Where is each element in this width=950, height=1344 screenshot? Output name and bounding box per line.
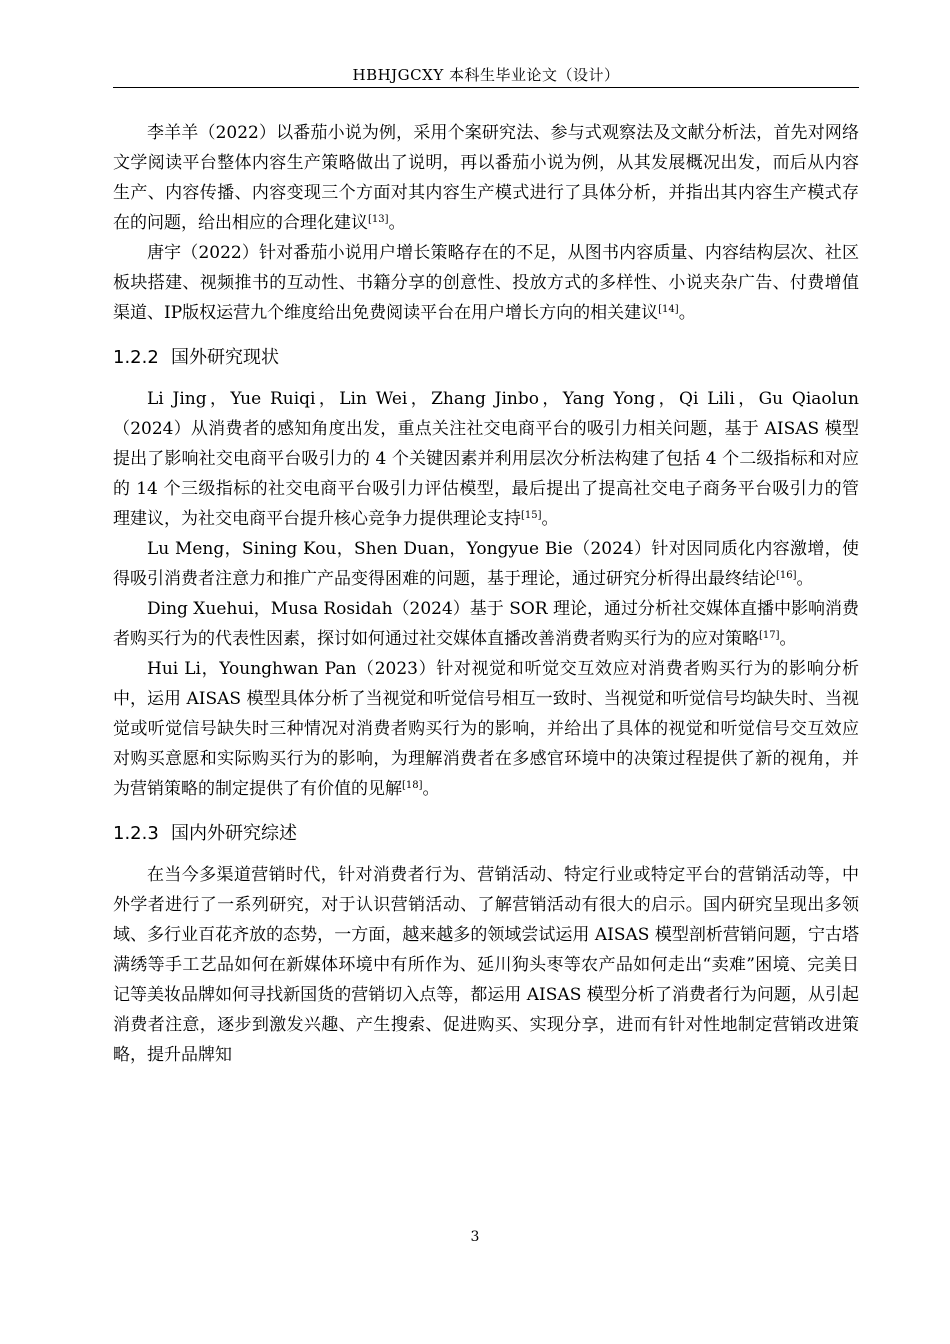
citation: [16]	[776, 570, 797, 581]
section-number: 1.2.2	[113, 347, 159, 368]
section-title: 国内外研究综述	[171, 823, 297, 844]
section-title: 国外研究现状	[171, 347, 279, 368]
paragraph: Li Jing，Yue Ruiqi，Lin Wei，Zhang Jinbo，Yang Yong，Qi Lili，Gu Qiaolun（2024）从消费者的感知角度出发，重点关注社交电商平台的吸引力相关问题，基于 AISAS 模型提出了影响社交电商平台吸引力的 4 个关键因素并利用层次分析法构建了包括 4 个二级指标和对应的 14 个三级指标的社交电商平台吸引力评估模型，最后提出了提高社交电子商务平台吸引力的管理建议，为社交电商平台提升核心竞争力提供理论支持[15]。	[113, 389, 859, 529]
paragraph: Ding Xuehui，Musa Rosidah（2024）基于 SOR 理论，通过分析社交媒体直播中影响消费者购买行为的代表性因素，探讨如何通过社交媒体直播改善消费者购买行为的应对策略[17]。	[113, 599, 859, 649]
citation: [14]	[658, 304, 679, 315]
paragraph: 李羊羊（2022）以番茄小说为例，采用个案研究法、参与式观察法及文献分析法，首先对网络文学阅读平台整体内容生产策略做出了说明，再以番茄小说为例，从其发展概况出发，而后从内容生产、内容传播、内容变现三个方面对其内容生产模式进行了具体分析，并指出其内容生产模式存在的问题，给出相应的合理化建议[13]。	[113, 123, 859, 233]
citation: [18]	[402, 780, 423, 791]
citation: [17]	[759, 630, 780, 641]
section-number: 1.2.3	[113, 823, 159, 844]
citation: [13]	[368, 214, 389, 225]
paragraph: Lu Meng，Sining Kou，Shen Duan，Yongyue Bie（2024）针对因同质化内容激增，使得吸引消费者注意力和推广产品变得困难的问题，基于理论，通过研究分析得出最终结论[16]。	[113, 539, 859, 589]
page-body	[113, 118, 859, 1070]
paragraph: 在当今多渠道营销时代，针对消费者行为、营销活动、特定行业或特定平台的营销活动等，中外学者进行了一系列研究，对于认识营销活动、了解营销活动有很大的启示。国内研究呈现出多领域、多行业百花齐放的态势，一方面，越来越多的领域尝试运用 AISAS 模型剖析营销问题，宁古塔满绣等手工艺品如何在新媒体环境中有所作为、延川狗头枣等农产品如何走出“卖难”困境、完美日记等美妆品牌如何寻找新国货的营销切入点等，都运用 AISAS 模型分析了消费者行为问题，从引起消费者注意，逐步到激发兴趣、产生搜索、促进购买、实现分享，进而有针对性地制定营销改进策略，提升品牌知	[113, 865, 859, 1065]
header-rule	[113, 87, 859, 88]
citation: [15]	[521, 510, 542, 521]
section-heading-1-2-2	[113, 342, 859, 374]
page-header: HBHJGCXY 本科生毕业论文（设计）	[352, 66, 620, 84]
page-number: 3	[470, 1229, 480, 1245]
paragraph: Hui Li，Younghwan Pan（2023）针对视觉和听觉交互效应对消费者购买行为的影响分析中，运用 AISAS 模型具体分析了当视觉和听觉信号相互一致时、当视觉和听觉信号均缺失时、当视觉或听觉信号缺失时三种情况对消费者购买行为的影响，并给出了具体的视觉和听觉信号交互效应对购买意愿和实际购买行为的影响，为理解消费者在多感官环境中的决策过程提供了新的视角，并为营销策略的制定提供了有价值的见解[18]。	[113, 659, 859, 799]
paragraph: 唐宇（2022）针对番茄小说用户增长策略存在的不足，从图书内容质量、内容结构层次、社区板块搭建、视频推书的互动性、书籍分享的创意性、投放方式的多样性、小说夹杂广告、付费增值渠道、IP版权运营九个维度给出免费阅读平台在用户增长方向的相关建议[14]。	[113, 243, 859, 323]
section-heading-1-2-3	[113, 818, 859, 850]
